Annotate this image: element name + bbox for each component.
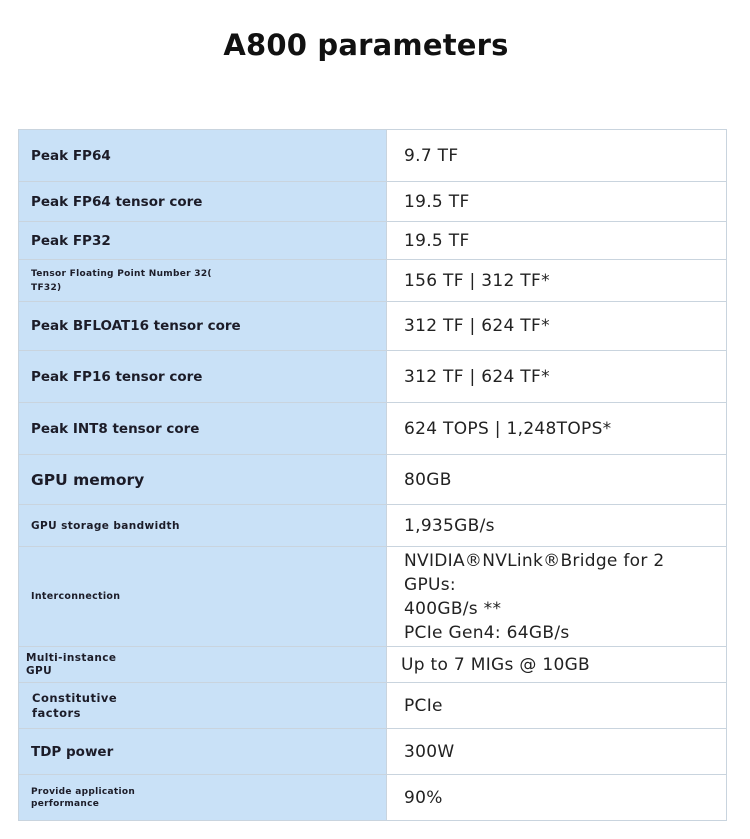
row-value: PCIe	[387, 683, 727, 729]
table-row	[19, 683, 727, 729]
row-label: GPU storage bandwidth	[19, 505, 387, 547]
row-label: Peak INT8 tensor core	[19, 403, 387, 455]
row-label: Peak FP64	[19, 130, 387, 182]
value-line: NVIDIA®NVLink®Bridge for 2 GPUs:	[404, 550, 665, 595]
row-label: Constitutive factors	[19, 683, 387, 729]
row-value: 156 TF | 312 TF*	[387, 260, 727, 302]
row-value: 80GB	[387, 455, 727, 505]
table-row	[19, 403, 727, 455]
row-label: Peak FP64 tensor core	[19, 182, 387, 222]
value-line: 400GB/s **	[404, 598, 502, 619]
row-value: 19.5 TF	[387, 182, 727, 222]
row-value: 9.7 TF	[387, 130, 727, 182]
row-label: Interconnection	[19, 547, 387, 647]
row-value: 90%	[387, 775, 727, 821]
table-row	[19, 647, 727, 683]
row-label: Peak FP16 tensor core	[19, 351, 387, 403]
row-label: GPU memory	[19, 455, 387, 505]
row-value: 312 TF | 624 TF*	[387, 351, 727, 403]
spec-table	[18, 129, 727, 821]
row-label: TDP power	[19, 729, 387, 775]
row-value: Up to 7 MIGs @ 10GB	[387, 647, 727, 683]
row-value: 624 TOPS | 1,248TOPS*	[387, 403, 727, 455]
row-value: 300W	[387, 729, 727, 775]
row-value	[387, 547, 727, 647]
table-row	[19, 455, 727, 505]
table-row	[19, 130, 727, 182]
table-row	[19, 547, 727, 647]
table-row	[19, 182, 727, 222]
row-value: 1,935GB/s	[387, 505, 727, 547]
table-row	[19, 222, 727, 260]
page-title: A800 parameters	[223, 28, 509, 62]
table-row	[19, 505, 727, 547]
value-line: PCIe Gen4: 64GB/s	[404, 622, 570, 643]
row-label: Provide application performance	[19, 775, 387, 821]
table-row	[19, 302, 727, 351]
row-value: 19.5 TF	[387, 222, 727, 260]
table-row	[19, 260, 727, 302]
row-value: 312 TF | 624 TF*	[387, 302, 727, 351]
row-label: Tensor Floating Point Number 32( TF32)	[19, 260, 387, 302]
row-label: Peak BFLOAT16 tensor core	[19, 302, 387, 351]
row-label: Multi-instance GPU	[19, 647, 387, 683]
row-label: Peak FP32	[19, 222, 387, 260]
table-row	[19, 729, 727, 775]
table-row	[19, 775, 727, 821]
table-row	[19, 351, 727, 403]
